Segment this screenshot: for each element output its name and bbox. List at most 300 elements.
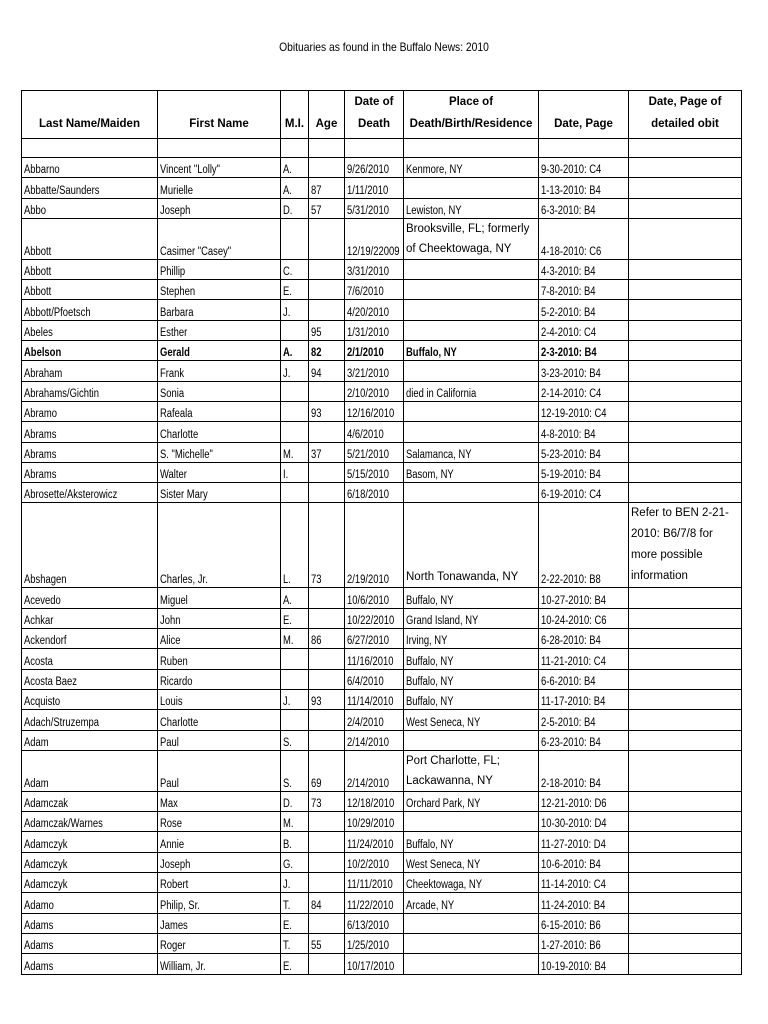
cell-middle-initial: M. (281, 629, 309, 649)
table-row (22, 710, 742, 730)
cell-place: Buffalo, NY (404, 832, 539, 852)
cell-detailed-obit (629, 422, 742, 442)
table-row (22, 933, 742, 953)
cell-age (309, 608, 345, 628)
cell-place (404, 812, 539, 832)
table-row (22, 649, 742, 669)
cell-date-page: 12-21-2010: D6 (539, 791, 629, 811)
cell-age (309, 954, 345, 974)
cell-last-name: Acosta (22, 649, 158, 669)
cell-age: 94 (309, 361, 345, 381)
table-row (22, 218, 742, 259)
cell-place: Brooksville, FL; formerly of Cheektowaga, NY (404, 218, 539, 259)
cell-place: Orchard Park, NY (404, 791, 539, 811)
table-row (22, 832, 742, 852)
cell-place: Cheektowaga, NY (404, 873, 539, 893)
cell-detailed-obit (629, 750, 742, 791)
cell-age: 57 (309, 198, 345, 218)
cell-date-of-death: 2/19/2010 (345, 503, 404, 588)
cell-age (309, 483, 345, 503)
table-row (22, 689, 742, 709)
cell-date-of-death: 6/4/2010 (345, 669, 404, 689)
cell-detailed-obit (629, 158, 742, 178)
cell-place: West Seneca, NY (404, 710, 539, 730)
cell-first-name: Paul (158, 750, 281, 791)
cell-place (404, 422, 539, 442)
table-row (22, 954, 742, 974)
cell-age (309, 812, 345, 832)
cell-detailed-obit (629, 300, 742, 320)
cell-middle-initial: M. (281, 442, 309, 462)
cell-first-name: S. "Michelle" (158, 442, 281, 462)
table-row (22, 669, 742, 689)
cell-detailed-obit (629, 629, 742, 649)
cell-last-name: Acosta Baez (22, 669, 158, 689)
header-date-page: Date, Page (539, 91, 629, 139)
cell-first-name: Robert (158, 873, 281, 893)
cell-date-page: 6-6-2010: B4 (539, 669, 629, 689)
cell-middle-initial (281, 422, 309, 442)
cell-age (309, 852, 345, 872)
cell-date-page: 1-27-2010: B6 (539, 933, 629, 953)
cell-place (404, 300, 539, 320)
table-row (22, 629, 742, 649)
cell-last-name: Adam (22, 730, 158, 750)
cell-detailed-obit: Refer to BEN 2-21-2010: B6/7/8 for more possible information (629, 503, 742, 588)
table-body (22, 139, 742, 975)
table-row (22, 608, 742, 628)
cell-detailed-obit (629, 462, 742, 482)
cell-date-page: 6-3-2010: B4 (539, 198, 629, 218)
cell-middle-initial: A. (281, 158, 309, 178)
cell-age: 93 (309, 689, 345, 709)
cell-detailed-obit (629, 710, 742, 730)
cell-first-name: Miguel (158, 588, 281, 608)
cell-first-name: James (158, 913, 281, 933)
cell-middle-initial: A. (281, 588, 309, 608)
header-age: Age (309, 91, 345, 139)
cell-middle-initial (281, 401, 309, 421)
cell-date-page: 1-13-2010: B4 (539, 178, 629, 198)
cell-last-name: Adamo (22, 893, 158, 913)
cell-age: 82 (309, 341, 345, 361)
cell-age: 84 (309, 893, 345, 913)
cell-date-page: 6-15-2010: B6 (539, 913, 629, 933)
table-row (22, 198, 742, 218)
table-row (22, 442, 742, 462)
cell-first-name: Alice (158, 629, 281, 649)
cell-detailed-obit (629, 689, 742, 709)
cell-date-of-death: 6/18/2010 (345, 483, 404, 503)
table-row (22, 341, 742, 361)
table-row (22, 913, 742, 933)
cell-last-name: Abeles (22, 320, 158, 340)
cell-detailed-obit (629, 259, 742, 279)
cell-place: Buffalo, NY (404, 669, 539, 689)
cell-age: 69 (309, 750, 345, 791)
cell-first-name: Vincent "Lolly" (158, 158, 281, 178)
cell-age: 86 (309, 629, 345, 649)
cell-date-page: 6-23-2010: B4 (539, 730, 629, 750)
cell-age (309, 588, 345, 608)
cell-date-of-death: 12/16/2010 (345, 401, 404, 421)
cell-last-name: Adamczyk (22, 852, 158, 872)
cell-date-page: 6-19-2010: C4 (539, 483, 629, 503)
cell-date-of-death: 4/20/2010 (345, 300, 404, 320)
header-place: Place of Death/Birth/Residence (404, 91, 539, 139)
cell-age (309, 422, 345, 442)
cell-detailed-obit (629, 381, 742, 401)
cell-middle-initial (281, 218, 309, 259)
cell-place (404, 954, 539, 974)
cell-place: Irving, NY (404, 629, 539, 649)
cell-date-of-death: 6/27/2010 (345, 629, 404, 649)
cell-date-page: 4-18-2010: C6 (539, 218, 629, 259)
cell-detailed-obit (629, 280, 742, 300)
cell-place: West Seneca, NY (404, 852, 539, 872)
cell-first-name: Frank (158, 361, 281, 381)
cell-date-page: 11-21-2010: C4 (539, 649, 629, 669)
cell-age (309, 913, 345, 933)
cell-last-name: Abraham (22, 361, 158, 381)
header-detailed-obit: Date, Page of detailed obit (629, 91, 742, 139)
cell-age (309, 710, 345, 730)
cell-last-name: Adach/Struzempa (22, 710, 158, 730)
cell-date-page: 2-14-2010: C4 (539, 381, 629, 401)
cell-first-name: Charlotte (158, 710, 281, 730)
cell-age: 73 (309, 791, 345, 811)
table-row (22, 588, 742, 608)
cell-first-name: Charlotte (158, 422, 281, 442)
cell-last-name: Adamczyk (22, 832, 158, 852)
cell-date-page: 10-24-2010: C6 (539, 608, 629, 628)
cell-place (404, 401, 539, 421)
cell-detailed-obit (629, 730, 742, 750)
cell-middle-initial: E. (281, 608, 309, 628)
cell-date-of-death: 1/25/2010 (345, 933, 404, 953)
cell-date-of-death: 10/17/2010 (345, 954, 404, 974)
cell-date-of-death: 11/16/2010 (345, 649, 404, 669)
cell-middle-initial: D. (281, 791, 309, 811)
cell-first-name: Barbara (158, 300, 281, 320)
cell-place (404, 259, 539, 279)
cell-middle-initial: D. (281, 198, 309, 218)
cell-place (404, 361, 539, 381)
cell-age (309, 462, 345, 482)
cell-date-page: 5-2-2010: B4 (539, 300, 629, 320)
cell-middle-initial: B. (281, 832, 309, 852)
cell-middle-initial: J. (281, 361, 309, 381)
cell-middle-initial (281, 381, 309, 401)
table-row (22, 503, 742, 588)
cell-date-of-death: 11/14/2010 (345, 689, 404, 709)
cell-place: Buffalo, NY (404, 588, 539, 608)
cell-first-name: Murielle (158, 178, 281, 198)
cell-first-name: Gerald (158, 341, 281, 361)
cell-place (404, 483, 539, 503)
cell-last-name: Adamczyk (22, 873, 158, 893)
cell-date-page: 10-19-2010: B4 (539, 954, 629, 974)
cell-detailed-obit (629, 218, 742, 259)
cell-date-of-death: 1/31/2010 (345, 320, 404, 340)
cell-date-page: 6-28-2010: B4 (539, 629, 629, 649)
cell-date-of-death: 3/21/2010 (345, 361, 404, 381)
cell-first-name: Max (158, 791, 281, 811)
cell-date-page: 12-19-2010: C4 (539, 401, 629, 421)
cell-age (309, 873, 345, 893)
cell-last-name: Achkar (22, 608, 158, 628)
cell-first-name: Charles, Jr. (158, 503, 281, 588)
cell-place: Kenmore, NY (404, 158, 539, 178)
cell-age (309, 649, 345, 669)
cell-detailed-obit (629, 832, 742, 852)
table-row (22, 158, 742, 178)
cell-first-name: Joseph (158, 852, 281, 872)
cell-detailed-obit (629, 669, 742, 689)
table-row (22, 259, 742, 279)
table-row (22, 401, 742, 421)
cell-place (404, 178, 539, 198)
cell-detailed-obit (629, 954, 742, 974)
cell-age (309, 218, 345, 259)
cell-detailed-obit (629, 812, 742, 832)
cell-first-name: Ruben (158, 649, 281, 669)
cell-date-page: 5-19-2010: B4 (539, 462, 629, 482)
cell-date-page: 5-23-2010: B4 (539, 442, 629, 462)
cell-age: 93 (309, 401, 345, 421)
cell-detailed-obit (629, 320, 742, 340)
cell-date-page: 7-8-2010: B4 (539, 280, 629, 300)
cell-last-name: Abbott (22, 259, 158, 279)
cell-place (404, 280, 539, 300)
cell-detailed-obit (629, 791, 742, 811)
cell-last-name: Acquisto (22, 689, 158, 709)
cell-date-of-death: 5/31/2010 (345, 198, 404, 218)
header-row (22, 91, 742, 139)
cell-detailed-obit (629, 933, 742, 953)
cell-detailed-obit (629, 608, 742, 628)
cell-middle-initial: E. (281, 913, 309, 933)
cell-last-name: Abbatte/Saunders (22, 178, 158, 198)
cell-place: Arcade, NY (404, 893, 539, 913)
cell-detailed-obit (629, 361, 742, 381)
cell-first-name: William, Jr. (158, 954, 281, 974)
cell-last-name: Adams (22, 913, 158, 933)
cell-detailed-obit (629, 401, 742, 421)
cell-date-of-death: 2/10/2010 (345, 381, 404, 401)
cell-date-page: 2-3-2010: B4 (539, 341, 629, 361)
cell-last-name: Abramo (22, 401, 158, 421)
cell-first-name: Casimer "Casey" (158, 218, 281, 259)
cell-date-of-death: 10/6/2010 (345, 588, 404, 608)
cell-date-of-death: 10/29/2010 (345, 812, 404, 832)
cell-middle-initial: J. (281, 873, 309, 893)
cell-date-of-death: 11/11/2010 (345, 873, 404, 893)
cell-last-name: Ackendorf (22, 629, 158, 649)
cell-date-of-death: 5/21/2010 (345, 442, 404, 462)
obituaries-table (21, 90, 742, 975)
cell-date-page: 4-3-2010: B4 (539, 259, 629, 279)
table-row (22, 300, 742, 320)
cell-detailed-obit (629, 341, 742, 361)
cell-age (309, 669, 345, 689)
cell-last-name: Abrams (22, 422, 158, 442)
cell-date-of-death: 10/2/2010 (345, 852, 404, 872)
cell-first-name: Stephen (158, 280, 281, 300)
cell-first-name: Ricardo (158, 669, 281, 689)
cell-last-name: Abbarno (22, 158, 158, 178)
document-title: Obituaries as found in the Buffalo News: 2010 (279, 40, 489, 54)
cell-first-name: Rose (158, 812, 281, 832)
cell-date-page: 9-30-2010: C4 (539, 158, 629, 178)
cell-detailed-obit (629, 442, 742, 462)
cell-date-of-death: 12/18/2010 (345, 791, 404, 811)
cell-middle-initial: S. (281, 730, 309, 750)
table-row (22, 320, 742, 340)
cell-middle-initial: A. (281, 341, 309, 361)
table-row (22, 873, 742, 893)
table-row (22, 178, 742, 198)
cell-age: 87 (309, 178, 345, 198)
cell-date-of-death: 5/15/2010 (345, 462, 404, 482)
cell-date-of-death: 6/13/2010 (345, 913, 404, 933)
table-row (22, 852, 742, 872)
header-last-name: Last Name/Maiden (22, 91, 158, 139)
cell-last-name: Acevedo (22, 588, 158, 608)
spacer-row (22, 139, 742, 158)
cell-place (404, 933, 539, 953)
cell-date-page: 2-4-2010: C4 (539, 320, 629, 340)
table-row (22, 750, 742, 791)
cell-place: Grand Island, NY (404, 608, 539, 628)
cell-middle-initial: A. (281, 178, 309, 198)
cell-place: Lewiston, NY (404, 198, 539, 218)
cell-middle-initial (281, 320, 309, 340)
cell-last-name: Abbott (22, 218, 158, 259)
cell-detailed-obit (629, 852, 742, 872)
cell-place: Buffalo, NY (404, 341, 539, 361)
cell-middle-initial (281, 669, 309, 689)
cell-place (404, 730, 539, 750)
cell-detailed-obit (629, 483, 742, 503)
cell-date-of-death: 2/1/2010 (345, 341, 404, 361)
cell-age: 55 (309, 933, 345, 953)
header-middle-initial: M.I. (281, 91, 309, 139)
cell-date-page: 11-27-2010: D4 (539, 832, 629, 852)
cell-middle-initial: I. (281, 462, 309, 482)
cell-middle-initial: T. (281, 893, 309, 913)
cell-first-name: Esther (158, 320, 281, 340)
cell-detailed-obit (629, 649, 742, 669)
cell-date-of-death: 7/6/2010 (345, 280, 404, 300)
table-row (22, 483, 742, 503)
table-row (22, 462, 742, 482)
cell-place: Buffalo, NY (404, 649, 539, 669)
cell-last-name: Adamczak (22, 791, 158, 811)
cell-first-name: Sonia (158, 381, 281, 401)
cell-date-page: 11-14-2010: C4 (539, 873, 629, 893)
cell-place: died in California (404, 381, 539, 401)
cell-first-name: Phillip (158, 259, 281, 279)
cell-place: Buffalo, NY (404, 689, 539, 709)
cell-date-of-death: 12/19/22009 (345, 218, 404, 259)
cell-middle-initial: C. (281, 259, 309, 279)
cell-age (309, 730, 345, 750)
cell-first-name: Walter (158, 462, 281, 482)
cell-first-name: John (158, 608, 281, 628)
cell-last-name: Adams (22, 933, 158, 953)
table-row (22, 361, 742, 381)
cell-date-page: 2-22-2010: B8 (539, 503, 629, 588)
cell-last-name: Adamczak/Warnes (22, 812, 158, 832)
cell-middle-initial: G. (281, 852, 309, 872)
cell-date-page: 10-6-2010: B4 (539, 852, 629, 872)
cell-date-of-death: 1/11/2010 (345, 178, 404, 198)
cell-detailed-obit (629, 913, 742, 933)
cell-middle-initial: M. (281, 812, 309, 832)
cell-place: Salamanca, NY (404, 442, 539, 462)
cell-date-page: 11-17-2010: B4 (539, 689, 629, 709)
cell-first-name: Roger (158, 933, 281, 953)
cell-date-of-death: 10/22/2010 (345, 608, 404, 628)
cell-place (404, 320, 539, 340)
cell-date-page: 4-8-2010: B4 (539, 422, 629, 442)
cell-last-name: Abrams (22, 462, 158, 482)
cell-detailed-obit (629, 178, 742, 198)
cell-middle-initial: E. (281, 280, 309, 300)
table-row (22, 422, 742, 442)
cell-date-page: 10-27-2010: B4 (539, 588, 629, 608)
header-date-of-death: Date of Death (345, 91, 404, 139)
cell-middle-initial: E. (281, 954, 309, 974)
table-row (22, 893, 742, 913)
cell-detailed-obit (629, 873, 742, 893)
table-row (22, 280, 742, 300)
cell-last-name: Abrosette/Aksterowicz (22, 483, 158, 503)
cell-last-name: Abbo (22, 198, 158, 218)
cell-place (404, 913, 539, 933)
cell-last-name: Abrahams/Gichtin (22, 381, 158, 401)
table-row (22, 730, 742, 750)
header-first-name: First Name (158, 91, 281, 139)
cell-last-name: Abbott/Pfoetsch (22, 300, 158, 320)
cell-middle-initial (281, 710, 309, 730)
cell-date-of-death: 2/4/2010 (345, 710, 404, 730)
cell-date-page: 10-30-2010: D4 (539, 812, 629, 832)
cell-age (309, 158, 345, 178)
cell-first-name: Louis (158, 689, 281, 709)
cell-first-name: Joseph (158, 198, 281, 218)
cell-date-page: 2-18-2010: B4 (539, 750, 629, 791)
cell-last-name: Adam (22, 750, 158, 791)
cell-date-page: 3-23-2010: B4 (539, 361, 629, 381)
cell-last-name: Abrams (22, 442, 158, 462)
table-row (22, 812, 742, 832)
cell-detailed-obit (629, 893, 742, 913)
cell-date-of-death: 3/31/2010 (345, 259, 404, 279)
cell-middle-initial (281, 649, 309, 669)
cell-place: Port Charlotte, FL; Lackawanna, NY (404, 750, 539, 791)
cell-middle-initial: T. (281, 933, 309, 953)
cell-detailed-obit (629, 588, 742, 608)
cell-date-of-death: 4/6/2010 (345, 422, 404, 442)
cell-last-name: Adams (22, 954, 158, 974)
cell-place: North Tonawanda, NY (404, 503, 539, 588)
cell-date-page: 11-24-2010: B4 (539, 893, 629, 913)
table-row (22, 791, 742, 811)
cell-middle-initial: L. (281, 503, 309, 588)
cell-middle-initial: J. (281, 300, 309, 320)
